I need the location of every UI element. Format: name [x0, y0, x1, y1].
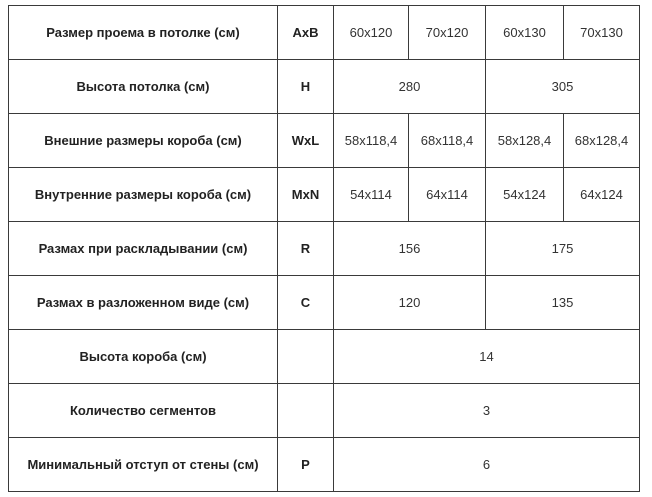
parameter-label: Минимальный отступ от стены (см) — [9, 438, 278, 492]
table-row — [9, 6, 640, 60]
table-row — [9, 330, 640, 384]
value-cell: 305 — [486, 60, 640, 114]
table-row — [9, 114, 640, 168]
parameter-symbol — [278, 384, 334, 438]
value-cell: 3 — [334, 384, 640, 438]
value-cell: 156 — [334, 222, 486, 276]
table-row — [9, 60, 640, 114]
parameter-label: Размер проема в потолке (см) — [9, 6, 278, 60]
value-cell: 60х130 — [486, 6, 564, 60]
value-cell: 70х130 — [564, 6, 640, 60]
parameter-label: Высота потолка (см) — [9, 60, 278, 114]
parameter-symbol: MxN — [278, 168, 334, 222]
value-cell: 54х114 — [334, 168, 409, 222]
parameter-symbol: WxL — [278, 114, 334, 168]
table-row — [9, 384, 640, 438]
value-cell: 6 — [334, 438, 640, 492]
value-cell: 70х120 — [409, 6, 486, 60]
value-cell: 60х120 — [334, 6, 409, 60]
value-cell: 64х124 — [564, 168, 640, 222]
table-row — [9, 438, 640, 492]
table-row — [9, 168, 640, 222]
value-cell: 68х118,4 — [409, 114, 486, 168]
parameter-symbol: P — [278, 438, 334, 492]
value-cell: 64х114 — [409, 168, 486, 222]
value-cell: 175 — [486, 222, 640, 276]
value-cell: 280 — [334, 60, 486, 114]
value-cell: 135 — [486, 276, 640, 330]
value-cell: 54х124 — [486, 168, 564, 222]
table-row — [9, 222, 640, 276]
table-row — [9, 276, 640, 330]
parameter-label: Внешние размеры короба (см) — [9, 114, 278, 168]
parameter-label: Количество сегментов — [9, 384, 278, 438]
parameter-label: Высота короба (см) — [9, 330, 278, 384]
parameter-symbol — [278, 330, 334, 384]
value-cell: 120 — [334, 276, 486, 330]
value-cell: 14 — [334, 330, 640, 384]
parameter-label: Размах в разложенном виде (см) — [9, 276, 278, 330]
parameter-symbol: H — [278, 60, 334, 114]
value-cell: 58х118,4 — [334, 114, 409, 168]
value-cell: 58х128,4 — [486, 114, 564, 168]
specifications-table — [8, 5, 640, 492]
parameter-label: Внутренние размеры короба (см) — [9, 168, 278, 222]
parameter-label: Размах при раскладывании (см) — [9, 222, 278, 276]
parameter-symbol: AxB — [278, 6, 334, 60]
parameter-symbol: R — [278, 222, 334, 276]
value-cell: 68х128,4 — [564, 114, 640, 168]
parameter-symbol: C — [278, 276, 334, 330]
